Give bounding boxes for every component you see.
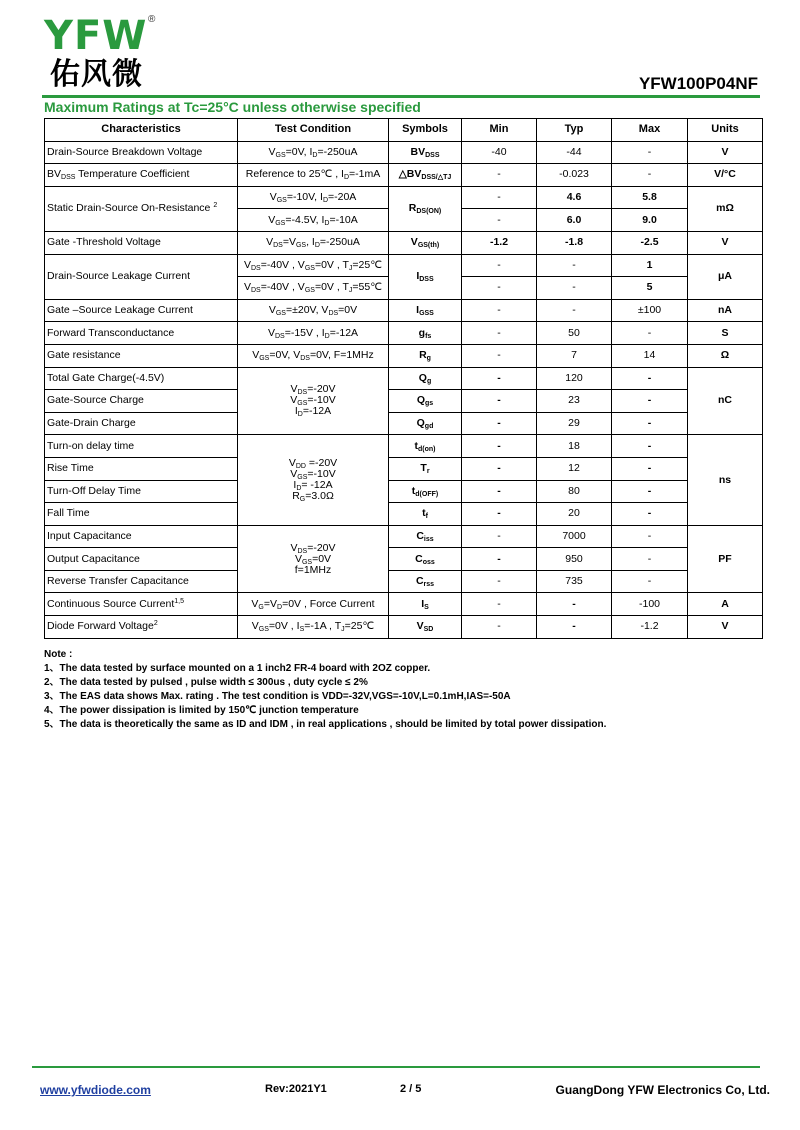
characteristic: Diode Forward Voltage$^2$ (45, 616, 238, 639)
company-name: GuangDong YFW Electronics Co, Ltd. (555, 1083, 770, 1097)
table-row (45, 322, 763, 345)
characteristic: Static Drain-Source On-Resistance $^2$ (45, 186, 238, 231)
characteristic: Drain-Source Breakdown Voltage (45, 141, 238, 164)
test-condition: $V_{DD} =-20V$ $V_{GS}=-10V$ $I_D= -12A$ $R_G=3.0\Omega$ (238, 435, 389, 525)
characteristic: Gate-Drain Charge (45, 412, 238, 435)
min-value: - (462, 209, 537, 232)
notes-title: Note : (44, 649, 73, 660)
max-value: -100 (612, 593, 688, 616)
table-row (45, 457, 763, 480)
test-condition: $V_G=V_D=0V$ , Force Current (238, 593, 389, 616)
note-line: 2、The data tested by pulsed , pulse width ≤ 300us , duty cycle ≤ 2% (44, 677, 368, 688)
characteristic: Input Capacitance (45, 525, 238, 548)
table-row (45, 593, 763, 616)
col-characteristics: Characteristics (45, 119, 238, 142)
symbol: $t_{d(OFF)}$ (389, 480, 462, 503)
table-row (45, 231, 763, 254)
note-line: 4、The power dissipation is limited by 150℃ junction temperature (44, 705, 359, 716)
symbol: $C_{iss}$ (389, 525, 462, 548)
max-value: - (612, 480, 688, 503)
table-row (45, 570, 763, 593)
max-value: - (612, 367, 688, 390)
typ-value: 20 (537, 503, 612, 526)
typ-value: 6.0 (537, 209, 612, 232)
symbol: $BV_{DSS}$ (389, 141, 462, 164)
symbol: $V_{SD}$ (389, 616, 462, 639)
company-logo (44, 14, 164, 94)
typ-value: 29 (537, 412, 612, 435)
typ-value: 23 (537, 390, 612, 413)
max-value: 5.8 (612, 186, 688, 209)
max-value: - (612, 457, 688, 480)
typ-value: - (537, 277, 612, 300)
table-row (45, 299, 763, 322)
characteristic: Total Gate Charge(-4.5V) (45, 367, 238, 390)
symbol: $t_{d(on)}$ (389, 435, 462, 458)
min-value: - (462, 299, 537, 322)
symbol: $C_{oss}$ (389, 548, 462, 571)
section-title: Maximum Ratings at Tc=25°C unless otherwise specified (44, 99, 421, 115)
characteristic: Reverse Transfer Capacitance (45, 570, 238, 593)
website-link[interactable]: www.yfwdiode.com (40, 1083, 151, 1097)
header-divider (42, 95, 760, 98)
ratings-table (44, 118, 763, 639)
col-min: Min (462, 119, 537, 142)
test-condition: $V_{DS}=-20V$ $V_{GS}=0V$ f=1MHz (238, 525, 389, 593)
symbol: $\triangle BV_{DSS/\triangle TJ}$ (389, 164, 462, 187)
part-number: YFW100P04NF (638, 74, 758, 93)
test-condition: $V_{GS}=-10V$, $I_D=-20A$ (238, 186, 389, 209)
characteristic: Turn-Off Delay Time (45, 480, 238, 503)
note-line: 1、The data tested by surface mounted on a 1 inch2 FR-4 board with 2OZ copper. (44, 663, 431, 674)
typ-value: - (537, 299, 612, 322)
test-condition: $V_{DS}=-20V$ $V_{GS}=-10V$ $I_D=-12A$ (238, 367, 389, 435)
note-line: 3、The EAS data shows Max. rating . The test condition is VDD=-32V,VGS=-10V,L=0.1mH,IAS=-50A (44, 691, 511, 702)
typ-value: -0.023 (537, 164, 612, 187)
symbol: $g_{fs}$ (389, 322, 462, 345)
unit: nC (688, 367, 763, 435)
min-value: - (462, 616, 537, 639)
table-row (45, 525, 763, 548)
typ-value: 4.6 (537, 186, 612, 209)
typ-value: - (537, 254, 612, 277)
symbol: $T_r$ (389, 457, 462, 480)
unit: V/°C (688, 164, 763, 187)
unit: A (688, 593, 763, 616)
characteristic: Drain-Source Leakage Current (45, 254, 238, 299)
symbol: $Q_{gs}$ (389, 390, 462, 413)
table-row (45, 344, 763, 367)
characteristic: Gate resistance (45, 344, 238, 367)
table-row (45, 390, 763, 413)
max-value: - (612, 141, 688, 164)
min-value: - (462, 164, 537, 187)
typ-value: 18 (537, 435, 612, 458)
col-symbols: Symbols (389, 119, 462, 142)
note-line: 5、The data is theoretically the same as ID and IDM , in real applications , should be limited by total power dissipation. (44, 719, 607, 730)
min-value: - (462, 277, 537, 300)
max-value: - (612, 390, 688, 413)
symbol: $I_{DSS}$ (389, 254, 462, 299)
registered-mark: ® (148, 14, 156, 25)
col-test-condition: Test Condition (238, 119, 389, 142)
max-value: - (612, 548, 688, 571)
typ-value: 50 (537, 322, 612, 345)
unit: S (688, 322, 763, 345)
table-row (45, 503, 763, 526)
characteristic: Forward Transconductance (45, 322, 238, 345)
unit: PF (688, 525, 763, 593)
max-value: -1.2 (612, 616, 688, 639)
test-condition: Reference to 25℃ , $I_D=-1mA$ (238, 164, 389, 187)
min-value: - (462, 412, 537, 435)
col-typ: Typ (537, 119, 612, 142)
logo-letters: YFW (44, 13, 148, 59)
symbol: $R_{DS(ON)}$ (389, 186, 462, 231)
max-value: 14 (612, 344, 688, 367)
test-condition: $V_{GS}=0V$, $V_{DS}=0V$, F=1MHz (238, 344, 389, 367)
max-value: - (612, 322, 688, 345)
min-value: - (462, 390, 537, 413)
max-value: - (612, 570, 688, 593)
characteristic: Output Capacitance (45, 548, 238, 571)
table-row (45, 435, 763, 458)
typ-value: - (537, 593, 612, 616)
typ-value: 80 (537, 480, 612, 503)
unit: mΩ (688, 186, 763, 231)
typ-value: -44 (537, 141, 612, 164)
symbol: $I_S$ (389, 593, 462, 616)
unit: V (688, 231, 763, 254)
table-row (45, 164, 763, 187)
table-header-row (45, 119, 763, 142)
unit: Ω (688, 344, 763, 367)
characteristic: Gate -Threshold Voltage (45, 231, 238, 254)
test-condition: $V_{DS}=-40V$ , $V_{GS}=0V$ , $T_J=25℃$ (238, 254, 389, 277)
min-value: - (462, 367, 537, 390)
max-value: 9.0 (612, 209, 688, 232)
test-condition: $V_{GS}=0V$ , $I_S=-1A$ , $T_J=25℃$ (238, 616, 389, 639)
symbol: $V_{GS(th)}$ (389, 231, 462, 254)
table-row (45, 367, 763, 390)
max-value: - (612, 412, 688, 435)
characteristic: Fall Time (45, 503, 238, 526)
table-row (45, 412, 763, 435)
typ-value: 735 (537, 570, 612, 593)
typ-value: 7000 (537, 525, 612, 548)
min-value: - (462, 186, 537, 209)
min-value: - (462, 435, 537, 458)
min-value: -40 (462, 141, 537, 164)
unit: μA (688, 254, 763, 299)
table-row (45, 141, 763, 164)
max-value: -2.5 (612, 231, 688, 254)
min-value: - (462, 344, 537, 367)
max-value: 1 (612, 254, 688, 277)
table-row (45, 186, 763, 209)
min-value: -1.2 (462, 231, 537, 254)
test-condition: $V_{GS}=0V$, $I_D=-250uA$ (238, 141, 389, 164)
characteristic: Gate-Source Charge (45, 390, 238, 413)
max-value: - (612, 525, 688, 548)
min-value: - (462, 254, 537, 277)
min-value: - (462, 525, 537, 548)
symbol: $I_{GSS}$ (389, 299, 462, 322)
max-value: - (612, 164, 688, 187)
min-value: - (462, 593, 537, 616)
max-value: - (612, 435, 688, 458)
unit: V (688, 616, 763, 639)
test-condition: $V_{DS}=-40V$ , $V_{GS}=0V$ , $T_J=55℃$ (238, 277, 389, 300)
table-row (45, 548, 763, 571)
min-value: - (462, 480, 537, 503)
table-row (45, 254, 763, 277)
footer-divider (32, 1066, 760, 1068)
unit: ns (688, 435, 763, 525)
typ-value: 7 (537, 344, 612, 367)
page-number: 2 / 5 (400, 1083, 422, 1095)
table-row (45, 616, 763, 639)
characteristic: $BV_{DSS}$ Temperature Coefficient (45, 164, 238, 187)
typ-value: 950 (537, 548, 612, 571)
typ-value: - (537, 616, 612, 639)
unit: nA (688, 299, 763, 322)
max-value: ±100 (612, 299, 688, 322)
min-value: - (462, 322, 537, 345)
test-condition: $V_{DS}=-15V$ , $I_D=-12A$ (238, 322, 389, 345)
characteristic: Gate –Source Leakage Current (45, 299, 238, 322)
test-condition: $V_{DS}=V_{GS}$, $I_D=-250uA$ (238, 231, 389, 254)
notes (44, 648, 606, 732)
revision: Rev:2021Y1 (265, 1083, 327, 1095)
unit: V (688, 141, 763, 164)
max-value: 5 (612, 277, 688, 300)
test-condition: $V_{GS}=-4.5V$, $I_D=-10A$ (238, 209, 389, 232)
characteristic: Turn-on delay time (45, 435, 238, 458)
min-value: - (462, 548, 537, 571)
symbol: $Q_{gd}$ (389, 412, 462, 435)
typ-value: 12 (537, 457, 612, 480)
symbol: $C_{rss}$ (389, 570, 462, 593)
typ-value: -1.8 (537, 231, 612, 254)
typ-value: 120 (537, 367, 612, 390)
symbol: $R_g$ (389, 344, 462, 367)
logo-chinese-name: 佑风微 (50, 57, 143, 92)
characteristic: Continuous Source Current$^{1,5}$ (45, 593, 238, 616)
col-max: Max (612, 119, 688, 142)
col-units: Units (688, 119, 763, 142)
symbol: $t_f$ (389, 503, 462, 526)
min-value: - (462, 503, 537, 526)
test-condition: $V_{GS}=\pm 20V$, $V_{DS}=0V$ (238, 299, 389, 322)
max-value: - (612, 503, 688, 526)
table-row (45, 480, 763, 503)
symbol: $Q_g$ (389, 367, 462, 390)
characteristic: Rise Time (45, 457, 238, 480)
min-value: - (462, 457, 537, 480)
min-value: - (462, 570, 537, 593)
